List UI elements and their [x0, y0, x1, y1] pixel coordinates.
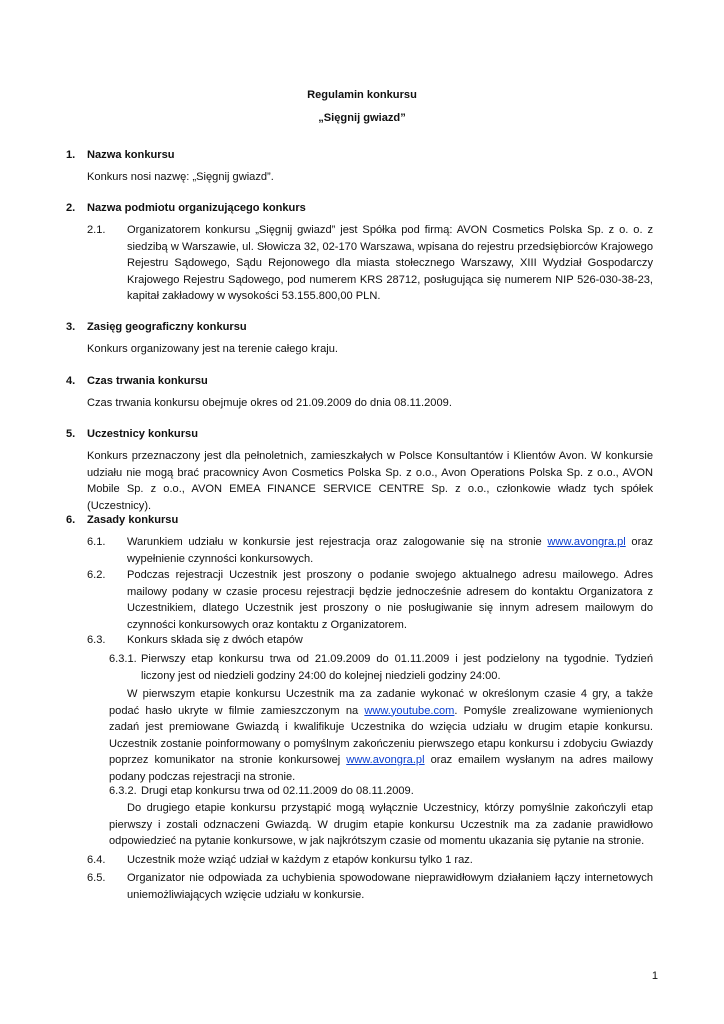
clause-6-3-1 [109, 651, 653, 684]
clause-6-2 [87, 567, 653, 633]
clause-text: Konkurs składa się z dwóch etapów [127, 634, 303, 646]
section-number: 6. [66, 514, 76, 526]
section-number: 5. [66, 428, 76, 440]
section-2-heading [66, 200, 306, 217]
text-run: oraz emailem wysłanym na adres mailowy podany podczas rejestracji na stronie. [109, 754, 653, 783]
avongra-link[interactable]: www.avongra.pl [547, 536, 626, 548]
clause-number: 6.4. [87, 854, 106, 866]
clause-text: Podczas rejestracji Uczestnik jest proszony o podanie swojego aktualnego adresu mailowego. Adres mailowy podany w czasie procesu rejestracji będzie jednocześnie adresem do kontaktu Organizatora z Uczestnikiem, dlatego Uczestnik jest proszony o nie posługiwanie się innym adresem mailowym do czynności konkursowych oraz kontaktu z Organizatorem. [127, 569, 653, 631]
clause-text: Organizator nie odpowiada za uchybienia spowodowane nieprawidłowym działaniem łączy internetowych uniemożliwiających wzięcie udziału w konkursie. [127, 872, 653, 901]
clause-6-3-1-details [109, 686, 653, 785]
section-4-text: Czas trwania konkursu obejmuje okres od 21.09.2009 do dnia 08.11.2009. [87, 397, 452, 409]
clause-number: 6.5. [87, 872, 106, 884]
document-title: Regulamin konkursu [307, 89, 417, 101]
clause-6-5 [87, 870, 653, 903]
section-title: Zasięg geograficzny konkursu [87, 321, 247, 333]
clause-number: 2.1. [87, 224, 106, 236]
section-1-heading [66, 147, 175, 164]
avongra-link[interactable]: www.avongra.pl [346, 754, 425, 766]
clause-6-3-2 [109, 783, 653, 800]
page-number: 1 [651, 970, 658, 982]
section-title: Uczestnicy konkursu [87, 428, 198, 440]
clause-text: Drugi etap konkursu trwa od 02.11.2009 do 08.11.2009. [141, 785, 414, 797]
section-5-text: Konkurs przeznaczony jest dla pełnoletnich, zamieszkałych w Polsce Konsultantów i Klientów Avon. W konkursie udziału nie mogą brać pracownicy Avon Cosmetics Polska Sp. z o.o., Avon Operations Polska Sp. z o.o., AVON Mobile Sp. z o.o., AVON EMEA FINANCE SERVICE CENTRE Sp. z o.o., członkowie władz tych spółek (Uczestnicy). [87, 450, 653, 512]
clause-6-3 [87, 632, 653, 649]
section-title: Nazwa podmiotu organizującego konkurs [87, 202, 306, 214]
section-number: 2. [66, 202, 76, 214]
section-1-text: Konkurs nosi nazwę: „Sięgnij gwiazd”. [87, 171, 274, 183]
clause-text: Organizatorem konkursu „Sięgnij gwiazd” jest Spółka pod firmą: AVON Cosmetics Polska Sp. z o. o. z siedzibą w Warszawie, ul. Słowicza 32, 02-170 Warszawa, wpisana do rejestru przedsiębiorców Krajowego Rejestru Sądowego, Sądu Rejonowego dla miasta stołecznego Warszawy, XIII Wydział Gospodarczy Krajowego Rejestru Sądowego, pod numerem KRS 28712, posługująca się numerem NIP 526-030-38-23, kapitał zakładowy w wysokości 53.155.800,00 PLN. [127, 224, 653, 302]
clause-text [127, 534, 653, 567]
section-title: Nazwa konkursu [87, 149, 175, 161]
section-title: Zasady konkursu [87, 514, 179, 526]
clause-number: 6.1. [87, 536, 106, 548]
section-3-heading [66, 319, 247, 336]
section-6-heading [66, 512, 178, 529]
text-run: Warunkiem udziału w konkursie jest rejestracja oraz zalogowanie się na stronie [127, 536, 548, 548]
text-run: . Pomyśle zrealizowane wymienionych zadań jest premiowane Gwiazdą i kwalifikuje Uczestnika do wzięcia udziału w drugim etapie konkursu. Uczestnik zostanie poinformowany o pomyślnym zakończeniu pierwszego etapu konkursu i zdobyciu Gwiazdy poprzez komunikator na stronie konkursowej [109, 704, 653, 766]
section-number: 1. [66, 149, 76, 161]
section-number: 4. [66, 375, 76, 387]
clause-text: Pierwszy etap konkursu trwa od 21.09.2009 do 01.11.2009 i jest podzielony na tygodnie. Tydzień liczony jest od niedzieli godziny 24:00 do kolejnej niedzieli godziny 24:00. [141, 653, 653, 682]
clause-number: 6.3.1. [109, 653, 137, 665]
text-run: oraz wypełnienie czynności konkursowych. [127, 536, 654, 565]
clause-6-1 [87, 534, 653, 567]
section-3-text: Konkurs organizowany jest na terenie całego kraju. [87, 343, 338, 355]
clause-2-1 [87, 222, 653, 305]
section-number: 3. [66, 321, 76, 333]
clause-number: 6.3.2. [109, 785, 137, 797]
clause-text: Uczestnik może wziąć udział w każdym z etapów konkursu tylko 1 raz. [127, 854, 473, 866]
clause-number: 6.3. [87, 634, 106, 646]
document-subtitle: „Sięgnij gwiazd” [318, 112, 406, 124]
clause-number: 6.2. [87, 569, 106, 581]
section-title: Czas trwania konkursu [87, 375, 208, 387]
clause-6-4 [87, 852, 653, 869]
youtube-link[interactable]: www.youtube.com [364, 704, 455, 717]
text-run: W pierwszym etapie konkursu Uczestnik ma za zadanie wykonać w określonym czasie 4 gry, a także podać hasło ukryte w filmie zamieszczonym na [109, 688, 653, 717]
clause-6-3-2-details: Do drugiego etapie konkursu przystąpić mogą wyłącznie Uczestnicy, którzy pomyślnie zakończyli etap pierwszy i zostali odznaczeni Gwiazdą. W drugim etapie konkursu Uczestnik ma za zadanie prawidłowo odpowiedzieć na pytanie konkursowe, w jak najkrótszym czasie od momentu ukazania się pytanie na stronie. [109, 802, 653, 847]
section-5-heading [66, 426, 198, 443]
section-4-heading [66, 373, 208, 390]
